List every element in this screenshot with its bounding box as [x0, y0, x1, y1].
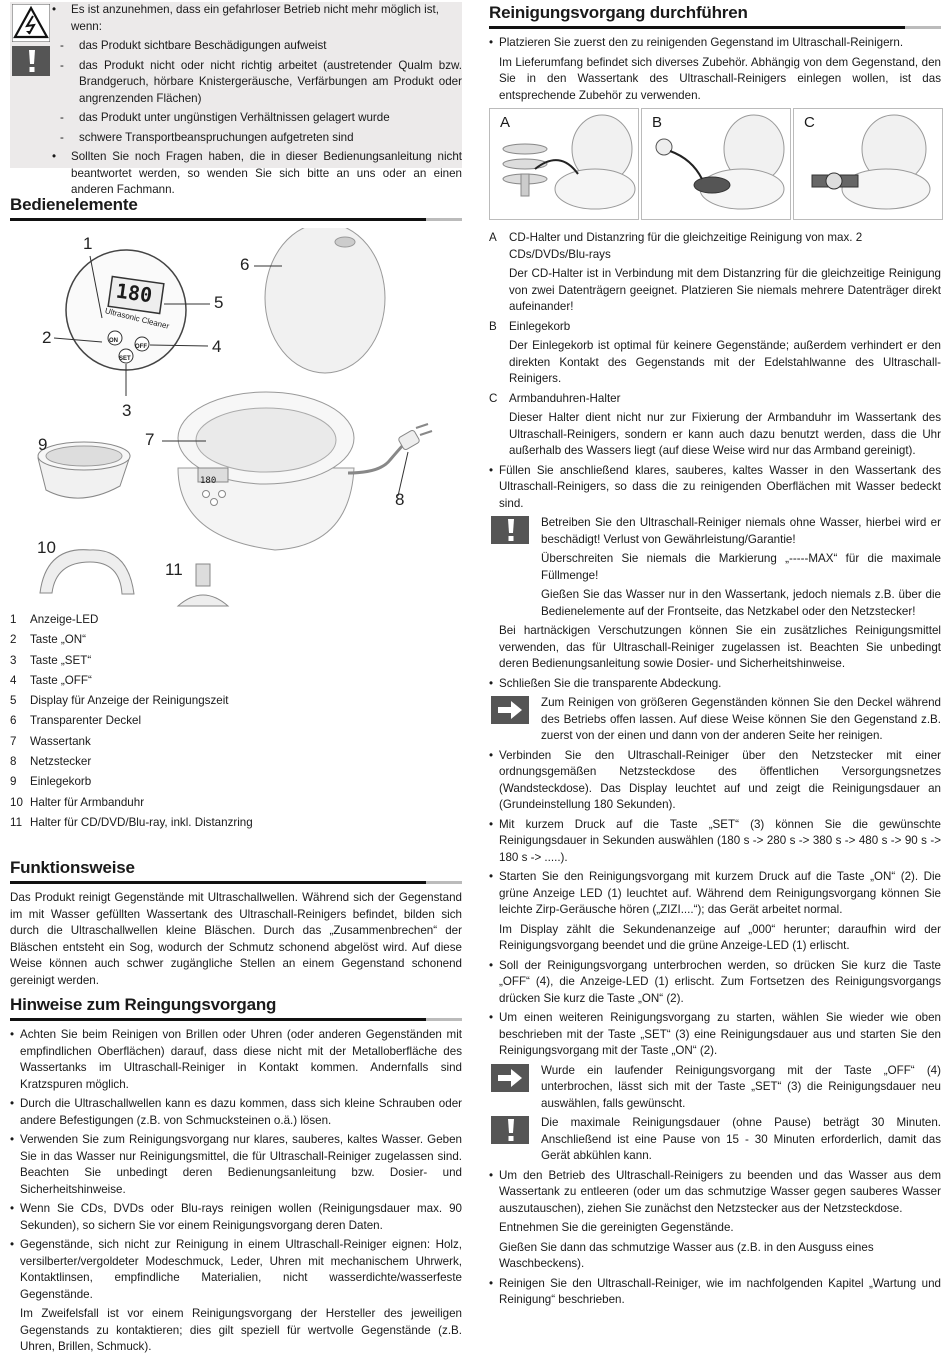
hinweis-item: • Wenn Sie CDs, DVDs oder Blu-rays reinigen wollen (Reinigungsdauer max. 90 Sekunden), so sichern Sie vor einem Reinigungsvorgang deren Daten. — [10, 1201, 462, 1234]
step-text: • Schließen Sie die transparente Abdeckung. — [489, 676, 941, 693]
warning-note-text: Betreiben Sie den Ultraschall-Reiniger niemals ohne Wasser, hierbei wird er beschädigt! Verlust von Gewährleistung/Garantie! — [541, 516, 941, 546]
figure-c — [793, 108, 943, 220]
accessory-c — [489, 391, 941, 408]
item-number: 6 — [10, 714, 17, 728]
accessory-text: Der Einlegekorb ist optimal für keinere Gegenstände; außerdem verhindert er den direkten Kontakt des Gegenstands mit der Edelstahlwanne des Ultraschall-Reinigers. — [509, 339, 941, 385]
figure-a — [489, 108, 639, 220]
step-text: • Füllen Sie anschließend klares, sauberes, kaltes Wasser in den Wassertank des Ultraschall-Reinigers, so dass die zu reinigenden Oberflächen mit Wasser bedeckt sind. — [489, 463, 941, 513]
exclamation-icon — [491, 516, 529, 544]
item-number: 3 — [10, 653, 17, 667]
hinweis-item: • Gegenstände, sich nicht zur Reinigung in einem Ultraschall-Reiniger eignen: Holz, versilberter/vergoldeter Modeschmuck, Leder, Uhren mit mechanischem Uhrwerk, Kontaktlinsen, empfindliche Materialien, nicht wasserdichte/wasserfeste Gegenstände. — [10, 1237, 462, 1303]
item-number: 5 — [10, 694, 17, 708]
list-item — [10, 795, 462, 815]
warning-item: - das Produkt sichtbare Beschädigungen aufweist — [52, 38, 462, 55]
step-text: • Mit kurzem Druck auf die Taste „SET“ (3) können Sie die gewünschte Reinigungsdauer in Sekunden auswählen (180 s -> 280 s -> 380 s -> 480 s -> 90 s -> 180 s -> .....). — [489, 817, 941, 867]
accessory-b — [489, 319, 941, 336]
exclamation-icon — [491, 1116, 529, 1144]
warning-note — [489, 1115, 941, 1165]
title-rule — [10, 1018, 462, 1021]
accessory-key: A — [489, 231, 497, 244]
callout-10: 10 — [37, 538, 56, 557]
item-label: Anzeige-LED — [30, 613, 99, 626]
list-item — [10, 774, 462, 794]
item-number: 10 — [10, 795, 23, 809]
diagram-display-value: 180 — [114, 278, 154, 308]
step-text: • Reinigen Sie den Ultraschall-Reiniger, wie im nachfolgenden Kapitel „Wartung und Reinigung“ beschrieben. — [489, 1276, 941, 1309]
warning-note — [489, 515, 941, 548]
item-label: Transparenter Deckel — [30, 714, 142, 728]
funktion-text: Das Produkt reinigt Gegenstände mit Ultraschallwellen. Während sich der Gegenstand im mit Wasser gefüllten Wassertank des Ultraschall-Reinigers befindet, bilden sich durch die Ultraschallwellen kleine Bläschen. Durch das „Zusammenbrechen“ der Bläschen entsteht ein Sog, wodurch der Schmutz schonend abgelöst wird. Auf diese Weise können auch schwer zugängliche Stellen an einem Gegenstand schonend gereinigt werden. — [10, 891, 462, 987]
callout-8: 8 — [395, 490, 405, 509]
diagram-small-display: 180 — [200, 476, 217, 486]
list-item — [10, 612, 462, 632]
step-text: • Verbinden Sie den Ultraschall-Reiniger über den Netzstecker mit einer ordnungsgemäßen Netzsteckdose des öffentlichen Versorgungsnetzes (Wandsteckdose). Das Display leuchtet auf und zeigt die Reinigungsdauer an (Grundeinstellung 180 Sekunden). — [489, 748, 941, 814]
item-label: Einlegekorb — [30, 775, 92, 789]
item-label: Halter für Armbanduhr — [30, 795, 145, 809]
accessory-title: Armbanduhren-Halter — [509, 391, 621, 405]
list-item — [10, 754, 462, 774]
tip-note-text: Zum Reinigen von größeren Gegenständen können Sie den Deckel während des Betriebs offen lassen. Auf diese Weise können Sie den Gegenstand z.B. zuerst von der einen und dann von der anderen Seite her reinigen. — [541, 696, 941, 742]
accessory-title: CD-Halter und Distanzring für die gleichzeitige Reinigung von max. 2 CDs/DVDs/Blu-rays — [509, 231, 863, 261]
item-number: 2 — [10, 633, 17, 647]
figure-label: C — [804, 114, 815, 131]
arrow-right-icon — [491, 1064, 529, 1092]
step-text: • Um einen weiteren Reinigungsvorgang zu starten, wählen Sie wieder wie oben beschrieben mit der Taste „SET“ (3) eine Reinigungsdauer aus und starten Sie den Reinigungsvorgang mit der Taste „ON“ (2). — [489, 1010, 941, 1060]
step-text: Bei hartnäckigen Verschutzungen können Sie ein zusätzliches Reinigungsmittel verwenden, das für Ultraschall-Reiniger zugelassen ist. Beachten Sie unbedingt deren Bedienungsanleitung sowie Dosier- und Sicherheitshinweise. — [499, 624, 941, 670]
callout-2: 2 — [42, 328, 52, 347]
title-rule — [10, 881, 462, 884]
step-text: Entnehmen Sie die gereinigten Gegenstände. — [499, 1221, 734, 1234]
item-label: Halter für CD/DVD/Blu-ray, inkl. Distanzring — [30, 815, 253, 829]
warning-item: - das Produkt unter ungünstigen Verhältnissen gelagert wurde — [52, 110, 462, 127]
title-rule — [489, 26, 941, 29]
figure-b — [641, 108, 791, 220]
step-text: Im Lieferumfang befindet sich diverses Zubehör. Abhängig von dem Gegenstand, den Sie in den Wassertank des Ultraschall-Reinigers einlegen wollen, ist das entsprechende Zubehör zu verwenden. — [499, 55, 941, 102]
diagram-device-label: Ultrasonic Cleaner — [104, 306, 171, 331]
figure-label: A — [500, 114, 511, 131]
accessory-a — [489, 230, 941, 263]
section-funktionsweise — [10, 858, 462, 989]
list-item — [10, 653, 462, 673]
step-text: • Soll der Reinigungsvorgang unterbrochen werden, so drücken Sie kurz die Taste „OFF“ (4), die Anzeige-LED (1) erlischt. Zum Fortsetzen des Reinigungsvorgangs drücken Sie kurz die Taste „ON“ (2). — [489, 958, 941, 1008]
electric-hazard-icon — [12, 4, 50, 42]
diagram-off-label: OFF — [135, 344, 147, 350]
item-number: 7 — [10, 734, 17, 748]
callout-3: 3 — [122, 401, 132, 420]
step-text: Im Display zählt die Sekundenanzeige auf „000“ herunter; daraufhin wird der Reinigungsvorgang beendet und die grüne Anzeige-LED (1) erlischt. — [499, 922, 941, 952]
accessory-key: B — [489, 319, 497, 333]
figure-a-illustration — [490, 109, 638, 219]
list-item — [10, 693, 462, 713]
figure-c-illustration — [794, 109, 942, 219]
section-title: Hinweise zum Reingungsvorgang — [10, 995, 277, 1014]
section-durchfuehren — [489, 3, 941, 104]
callout-9: 9 — [38, 435, 48, 454]
list-item — [10, 734, 462, 754]
figure-label: B — [652, 114, 663, 131]
item-label: Wassertank — [30, 734, 91, 748]
diagram-on-label: ON — [109, 338, 118, 344]
item-number: 1 — [10, 613, 17, 626]
accessory-text: Der CD-Halter ist in Verbindung mit dem Distanzring für die gleichzeitige Reinigung von zwei Datenträgern geeignet. Platzieren Sie niemals mehrere Datenträger direkt aufeinander! — [509, 267, 941, 313]
warning-text — [52, 2, 462, 199]
callout-6: 6 — [240, 255, 250, 274]
item-label: Netzstecker — [30, 755, 92, 769]
arrow-right-icon — [491, 696, 529, 724]
item-number: 11 — [10, 815, 23, 829]
device-diagram — [10, 228, 462, 610]
hinweis-item: • Verwenden Sie zum Reinigungsvorgang nur klares, sauberes, kaltes Wasser. Geben Sie in das Wasser nur Reinigungsmittel, die für Ultraschall-Reiniger zugelassen sind. Beachten Sie unbedingt deren Bedienungsanleitung bzw. Dosier- und Sicherheitshinweise. — [10, 1132, 462, 1198]
section-title: Bedienelemente — [10, 195, 138, 214]
warning-note-text: Überschreiten Sie niemals die Markierung „-----MAX“ für die maximale Füllmenge! — [541, 552, 941, 582]
step-text: • Starten Sie den Reinigungsvorgang mit kurzem Druck auf die Taste „ON“ (2). Die grüne Anzeige LED (1) leuchtet auf. Während dem Reinigungsvorgang können Sie leichte Zirp-Geräusche hören („ZIZI....“); das Gerät arbeitet normal. — [489, 869, 941, 919]
warning-item: - schwere Transportbeanspruchungen aufgetreten sind — [52, 130, 462, 147]
step-text: Gießen Sie dann das schmutzige Wasser aus (z.B. in den Ausguss eines Waschbeckens). — [499, 1240, 874, 1270]
warning-note-text: Die maximale Reinigungsdauer (ohne Pause) beträgt 30 Minuten. Anschließend ist eine Pause von 15 - 30 Minuten erforderlich, damit das Gerät abkühlen kann. — [541, 1116, 941, 1162]
callout-5: 5 — [214, 293, 224, 312]
item-label: Taste „OFF“ — [30, 673, 92, 687]
tip-note — [489, 1063, 941, 1113]
warning-item: - das Produkt nicht oder nicht richtig arbeitet (austretender Qualm bzw. Brandgeruch, hörbare Knistergeräusche, Verfärbungen am Produkt oder angrenzenden Flächen) — [52, 58, 462, 108]
list-item — [10, 673, 462, 693]
accessory-text: Dieser Halter dient nicht nur zur Fixierung der Armbanduhr im Wassertank des Ultraschall-Reinigers, sondern er kann auch dazu benutzt werden, dass die Uhr außerhalb des Wassers liegt (auf diese Weise wird nur das Armband gereinigt). — [509, 411, 941, 457]
item-label: Taste „SET“ — [30, 653, 92, 667]
warning-questions: • Sollten Sie noch Fragen haben, die in dieser Bedienungsanleitung nicht beantwortet werden, so wenden Sie sich bitte an uns oder an einen anderen Fachmann. — [52, 149, 462, 199]
exclamation-icon — [12, 46, 50, 76]
item-label: Display für Anzeige der Reinigungszeit — [30, 694, 229, 708]
accessory-title: Einlegekorb — [509, 319, 571, 333]
list-item — [10, 632, 462, 652]
tip-note — [489, 695, 941, 745]
item-number: 9 — [10, 775, 17, 789]
diagram-set-label: SET — [119, 356, 131, 362]
section-hinweise — [10, 995, 462, 1356]
figure-b-illustration — [642, 109, 790, 219]
parts-list — [10, 612, 462, 835]
callout-1: 1 — [83, 234, 93, 253]
step-text: • Platzieren Sie zuerst den zu reinigenden Gegenstand im Ultraschall-Reinigern. — [489, 35, 941, 52]
section-bedienelemente — [10, 195, 462, 221]
callout-11: 11 — [165, 560, 183, 579]
title-rule — [10, 218, 462, 221]
hinweis-doubt: Im Zweifelsfall ist vor einem Reinigungsvorgang der Hersteller des jeweiligen Gegenstands zu kontaktieren; dies gilt speziell für wertvolle Gegenstände (z.B. Uhren, Brillen, Schmuck). — [20, 1307, 462, 1353]
callout-4: 4 — [212, 337, 222, 356]
warning-note-text: Gießen Sie das Wasser nur in den Wassertank, jedoch niemals z.B. über die Bedienelemente auf der Frontseite, das Netzkabel oder den Netzstecker! — [541, 588, 941, 618]
accessory-key: C — [489, 391, 498, 405]
item-number: 4 — [10, 673, 17, 687]
tip-note-text: Wurde ein laufender Reinigungsvorgang mit der Taste „OFF“ (4) unterbrochen, lässt sich mit der Taste „SET“ (3) die Reinigungsdauer neu auswählen, falls gewünscht. — [541, 1063, 941, 1110]
warning-intro: • Es ist anzunehmen, dass ein gefahrloser Betrieb nicht mehr möglich ist, wenn: — [52, 2, 462, 35]
list-item — [10, 713, 462, 733]
item-number: 8 — [10, 755, 17, 769]
list-item — [10, 815, 462, 835]
section-title: Funktionsweise — [10, 858, 135, 877]
step-text: • Um den Betrieb des Ultraschall-Reinigers zu beenden und das Wasser aus dem Wassertank zu entleeren (oder um das schmutzige Wasser gegen sauberes Wasser auszutauschen), ziehen Sie zunächst den Netzstecker aus der Netzsteckdose. — [489, 1168, 941, 1218]
callout-7: 7 — [145, 430, 155, 449]
device-illustration — [10, 228, 462, 610]
hinweis-item: • Durch die Ultraschallwellen kann es dazu kommen, dass sich kleine Schrauben oder andere Befestigungen (z.B. von Schmucksteinen o.ä.) lösen. — [10, 1096, 462, 1129]
item-label: Taste „ON“ — [30, 633, 87, 647]
hinweis-item: • Achten Sie beim Reinigen von Brillen oder Uhren (oder anderen Gegenständen mit empfindlichen Oberflächen) darauf, dass diese nicht mit der Metalloberfläche des Wassertanks im Ultraschall-Reiniger in Kontakt kommen. Andernfalls sind Kratzspuren möglich. — [10, 1027, 462, 1093]
steps-continued — [489, 230, 941, 1309]
section-title: Reinigungsvorgang durchführen — [489, 3, 748, 22]
